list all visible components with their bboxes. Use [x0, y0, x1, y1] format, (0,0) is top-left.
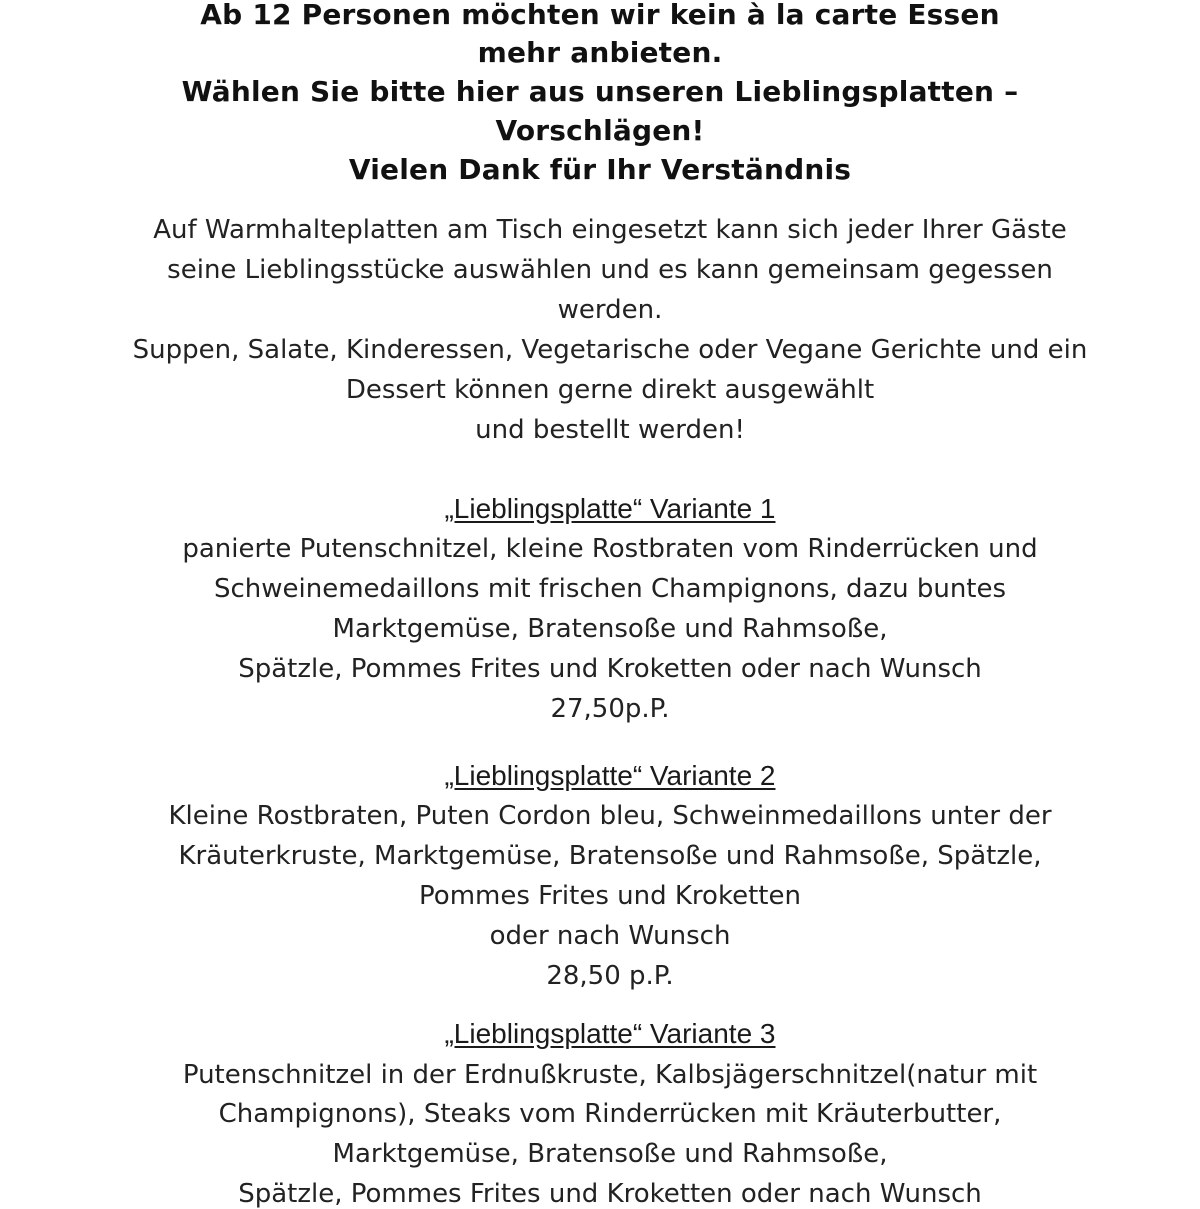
variant-2-title: „Lieblingsplatte“ Variante 2: [444, 760, 776, 791]
variant-3-title: „Lieblingsplatte“ Variante 3: [444, 1018, 776, 1049]
header-line-5: Vielen Dank für Ihr Verständnis: [348, 153, 852, 186]
header-line-2: mehr anbieten.: [477, 36, 723, 69]
intro-line-4: Suppen, Salate, Kinderessen, Vegetarische oder Vegane Gerichte und ein: [132, 335, 1088, 365]
variant-2-price: 28,50 p.P.: [546, 961, 674, 991]
variant-3-line-2: Champignons), Steaks vom Rinderrücken mit Kräuterbutter,: [218, 1099, 1002, 1129]
header-line-4: Vorschlägen!: [495, 114, 705, 147]
variant-1-line-2: Schweinemedaillons mit frischen Champignons, dazu buntes: [213, 574, 1007, 604]
header-line-3: Wählen Sie bitte hier aus unseren Lieblingsplatten –: [181, 75, 1019, 108]
variant-3-line-1: Putenschnitzel in der Erdnußkruste, Kalbsjägerschnitzel(natur mit: [182, 1060, 1038, 1090]
variant-1-price: 27,50p.P.: [550, 694, 670, 724]
variant-1-line-1: panierte Putenschnitzel, kleine Rostbraten vom Rinderrücken und: [182, 534, 1038, 564]
variant-1-title: „Lieblingsplatte“ Variante 1: [444, 493, 776, 524]
variant-1-line-3: Marktgemüse, Bratensoße und Rahmsoße,: [332, 614, 888, 644]
intro-line-1: Auf Warmhalteplatten am Tisch eingesetzt kann sich jeder Ihrer Gäste: [153, 215, 1067, 245]
intro-line-2: seine Lieblingsstücke auswählen und es kann gemeinsam gegessen: [167, 255, 1053, 285]
intro-line-5: Dessert können gerne direkt ausgewählt: [345, 375, 875, 405]
variant-3-line-4: Spätzle, Pommes Frites und Kroketten oder nach Wunsch: [238, 1179, 982, 1209]
variant-2-line-3: Pommes Frites und Kroketten: [419, 881, 801, 911]
variant-3-line-3: Marktgemüse, Bratensoße und Rahmsoße,: [332, 1139, 888, 1169]
variant-2-line-1: Kleine Rostbraten, Puten Cordon bleu, Schweinmedaillons unter der: [168, 801, 1052, 831]
variant-2-line-2: Kräuterkruste, Marktgemüse, Bratensoße und Rahmsoße, Spätzle,: [178, 841, 1042, 871]
intro-line-3: werden.: [557, 295, 663, 325]
variant-2-line-4: oder nach Wunsch: [489, 921, 731, 951]
header-line-1: Ab 12 Personen möchten wir kein à la carte Essen: [200, 0, 1000, 31]
variant-1-line-4: Spätzle, Pommes Frites und Kroketten oder nach Wunsch: [238, 654, 982, 684]
intro-line-6: und bestellt werden!: [475, 415, 745, 445]
